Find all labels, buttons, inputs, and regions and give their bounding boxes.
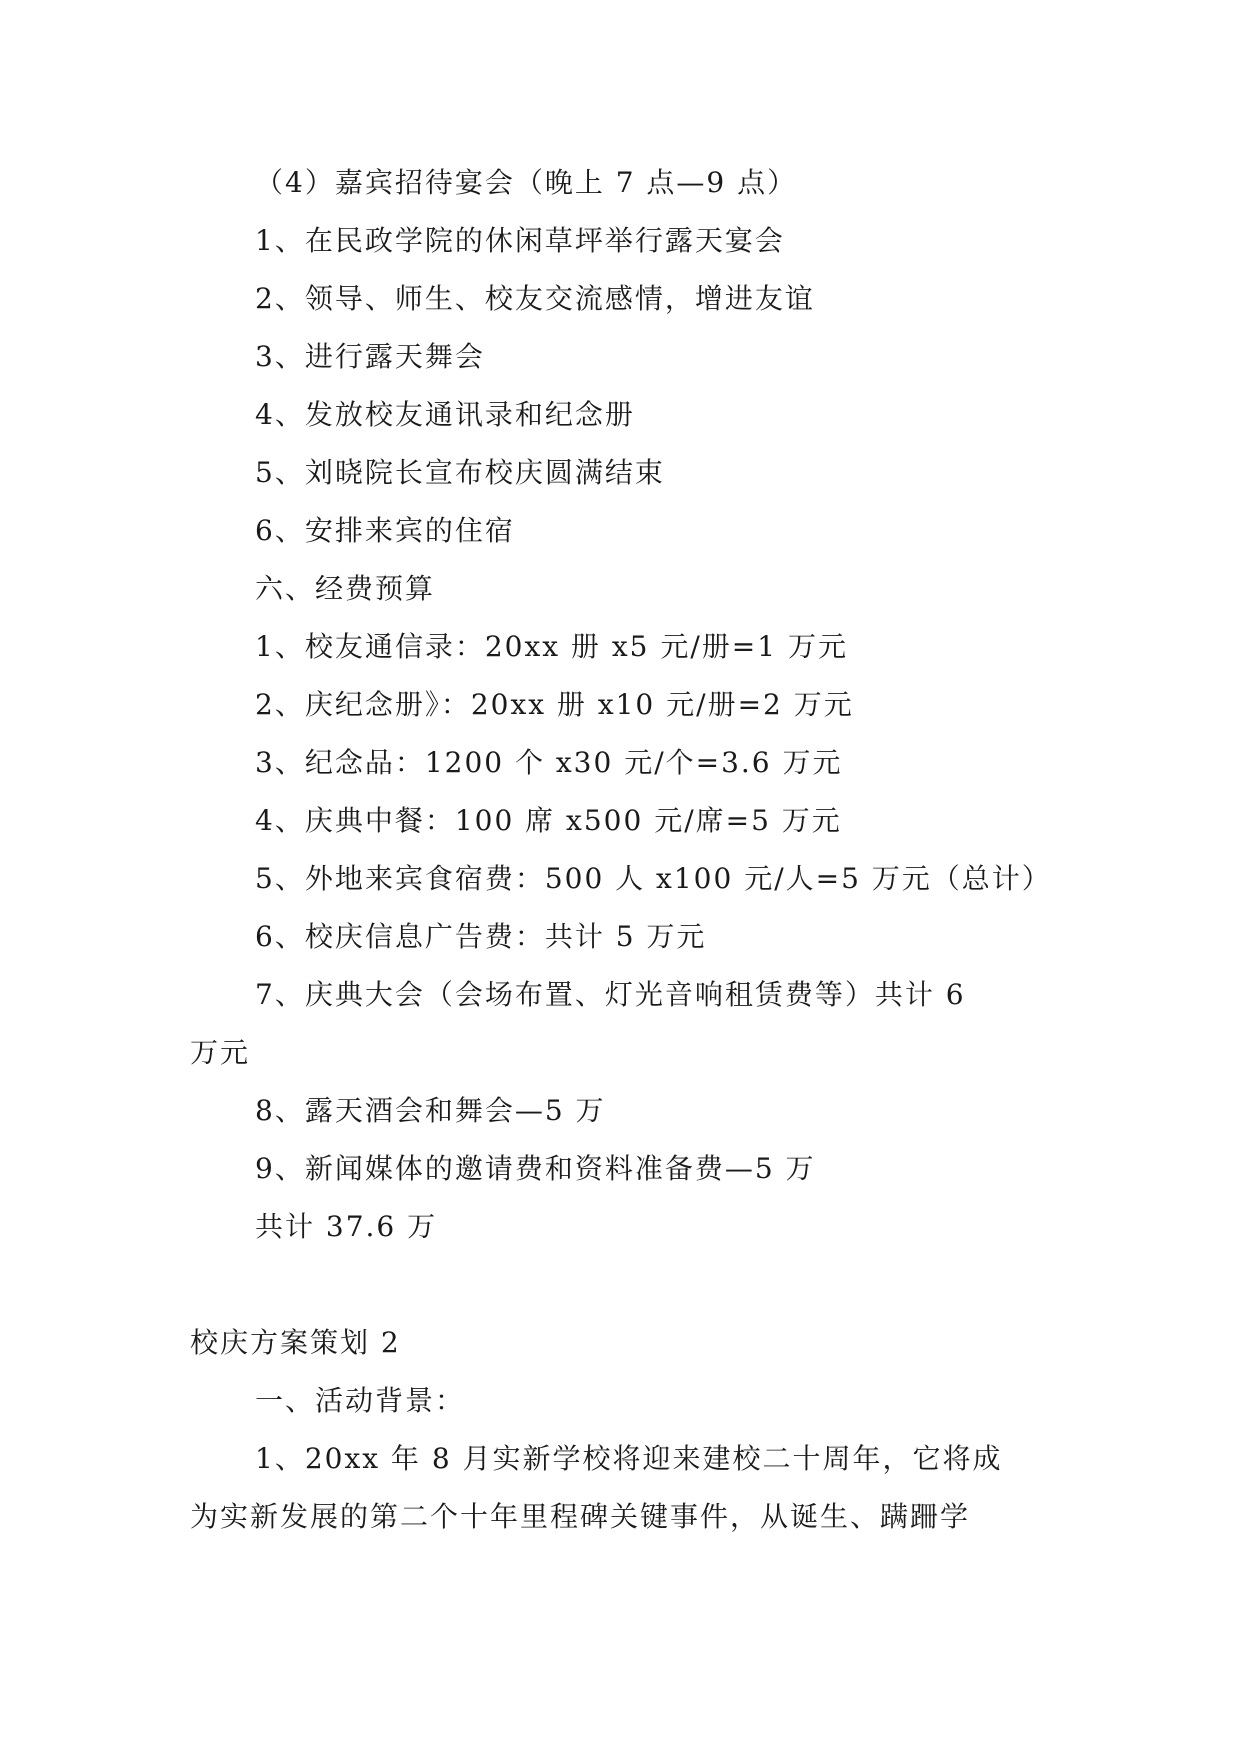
budget-item-continuation: 万元 [190, 1036, 251, 1069]
list-item: 2、领导、师生、校友交流感情，增进友谊 [255, 282, 815, 315]
budget-item: 4、庆典中餐：100 席 x500 元/席=5 万元 [255, 804, 842, 837]
section-heading-background: 一、活动背景： [255, 1384, 466, 1417]
section-heading-budget: 六、经费预算 [255, 572, 436, 605]
budget-item: 1、校友通信录：20xx 册 x5 元/册=1 万元 [255, 630, 848, 663]
list-item: 6、安排来宾的住宿 [255, 514, 515, 547]
list-item: 3、进行露天舞会 [255, 340, 485, 373]
section-subheading-banquet: （4）嘉宾招待宴会（晚上 7 点—9 点） [255, 166, 798, 199]
document-title: 校庆方案策划 2 [190, 1326, 401, 1359]
budget-item: 2、庆纪念册》：20xx 册 x10 元/册=2 万元 [255, 688, 854, 721]
budget-item: 9、新闻媒体的邀请费和资料准备费—5 万 [255, 1152, 816, 1185]
list-item: 1、在民政学院的休闲草坪举行露天宴会 [255, 224, 785, 257]
list-item: 4、发放校友通讯录和纪念册 [255, 398, 635, 431]
paragraph-line: 为实新发展的第二个十年里程碑关键事件，从诞生、蹒跚学 [190, 1500, 971, 1533]
budget-item: 6、校庆信息广告费：共计 5 万元 [255, 920, 707, 953]
budget-item: 7、庆典大会（会场布置、灯光音响租赁费等）共计 6 [255, 978, 966, 1011]
budget-item: 3、纪念品：1200 个 x30 元/个=3.6 万元 [255, 746, 843, 779]
budget-item: 5、外地来宾食宿费：500 人 x100 元/人=5 万元（总计） [255, 862, 1052, 895]
list-item: 5、刘晓院长宣布校庆圆满结束 [255, 456, 665, 489]
paragraph-line: 1、20xx 年 8 月实新学校将迎来建校二十周年，它将成 [255, 1442, 1003, 1475]
budget-total: 共计 37.6 万 [255, 1210, 438, 1243]
budget-item: 8、露天酒会和舞会—5 万 [255, 1094, 606, 1127]
